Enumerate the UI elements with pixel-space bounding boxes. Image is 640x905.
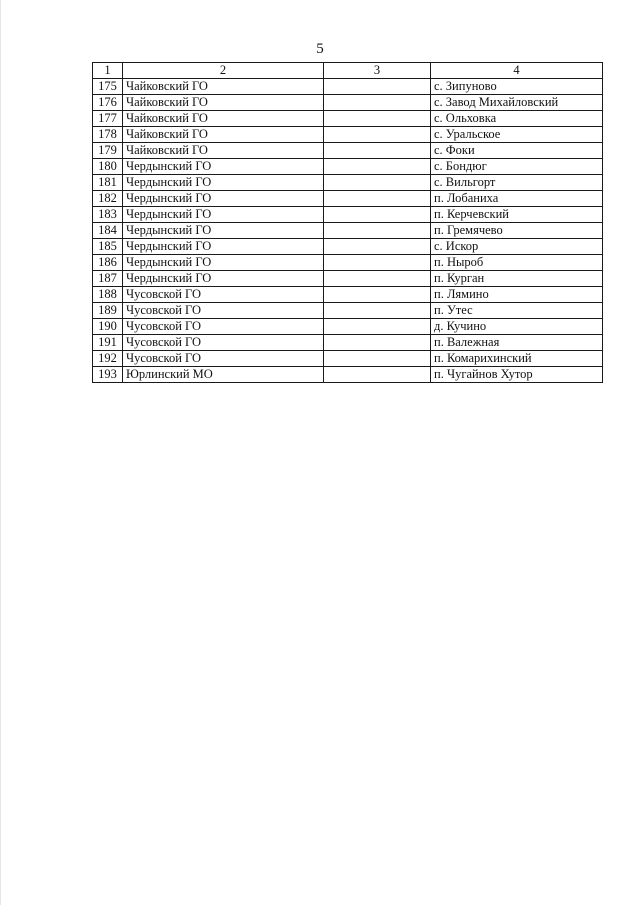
table-row bbox=[93, 239, 603, 255]
table-row bbox=[93, 271, 603, 287]
row-number-cell: 181 bbox=[93, 175, 123, 191]
settlement-cell: п. Ныроб bbox=[431, 255, 603, 271]
district-cell: Чусовской ГО bbox=[123, 287, 324, 303]
row-number-cell: 192 bbox=[93, 351, 123, 367]
district-cell: Чердынский ГО bbox=[123, 239, 324, 255]
table-row bbox=[93, 127, 603, 143]
district-cell: Чердынский ГО bbox=[123, 271, 324, 287]
row-number-cell: 178 bbox=[93, 127, 123, 143]
settlement-cell: п. Валежная bbox=[431, 335, 603, 351]
settlement-cell: п. Чугайнов Хутор bbox=[431, 367, 603, 383]
page-number: 5 bbox=[316, 41, 324, 57]
column-header-4: 4 bbox=[431, 63, 603, 79]
settlement-cell: с. Уральское bbox=[431, 127, 603, 143]
column-header-2: 2 bbox=[123, 63, 324, 79]
row-number-cell: 189 bbox=[93, 303, 123, 319]
column-3-cell bbox=[324, 319, 431, 335]
row-number-cell: 191 bbox=[93, 335, 123, 351]
row-number-cell: 186 bbox=[93, 255, 123, 271]
settlement-cell: п. Курган bbox=[431, 271, 603, 287]
column-3-cell bbox=[324, 255, 431, 271]
district-cell: Чердынский ГО bbox=[123, 191, 324, 207]
settlement-cell: п. Лобаниха bbox=[431, 191, 603, 207]
table-row bbox=[93, 159, 603, 175]
table-header-row bbox=[93, 63, 603, 79]
column-3-cell bbox=[324, 143, 431, 159]
district-cell: Чусовской ГО bbox=[123, 335, 324, 351]
table-row bbox=[93, 319, 603, 335]
row-number-cell: 176 bbox=[93, 95, 123, 111]
row-number-cell: 177 bbox=[93, 111, 123, 127]
settlement-cell: с. Искор bbox=[431, 239, 603, 255]
district-cell: Чердынский ГО bbox=[123, 159, 324, 175]
table-row bbox=[93, 79, 603, 95]
settlement-cell: д. Кучино bbox=[431, 319, 603, 335]
settlement-cell: с. Бондюг bbox=[431, 159, 603, 175]
settlement-cell: п. Утес bbox=[431, 303, 603, 319]
district-cell: Чердынский ГО bbox=[123, 255, 324, 271]
district-cell: Чусовской ГО bbox=[123, 351, 324, 367]
settlement-cell: с. Зипуново bbox=[431, 79, 603, 95]
settlement-cell: с. Завод Михайловский bbox=[431, 95, 603, 111]
column-3-cell bbox=[324, 239, 431, 255]
column-3-cell bbox=[324, 175, 431, 191]
column-3-cell bbox=[324, 191, 431, 207]
table-row bbox=[93, 335, 603, 351]
column-3-cell bbox=[324, 159, 431, 175]
table-row bbox=[93, 223, 603, 239]
column-3-cell bbox=[324, 367, 431, 383]
scan-edge-line bbox=[0, 0, 1, 905]
column-3-cell bbox=[324, 127, 431, 143]
row-number-cell: 183 bbox=[93, 207, 123, 223]
column-header-3: 3 bbox=[324, 63, 431, 79]
table-body bbox=[93, 79, 603, 383]
settlement-cell: п. Комарихинский bbox=[431, 351, 603, 367]
row-number-cell: 182 bbox=[93, 191, 123, 207]
district-cell: Чайковский ГО bbox=[123, 79, 324, 95]
district-cell: Юрлинский МО bbox=[123, 367, 324, 383]
row-number-cell: 187 bbox=[93, 271, 123, 287]
row-number-cell: 188 bbox=[93, 287, 123, 303]
table-row bbox=[93, 143, 603, 159]
column-3-cell bbox=[324, 111, 431, 127]
row-number-cell: 184 bbox=[93, 223, 123, 239]
column-3-cell bbox=[324, 351, 431, 367]
table-row bbox=[93, 111, 603, 127]
row-number-cell: 185 bbox=[93, 239, 123, 255]
column-3-cell bbox=[324, 335, 431, 351]
district-cell: Чайковский ГО bbox=[123, 95, 324, 111]
column-3-cell bbox=[324, 271, 431, 287]
settlement-cell: п. Керчевский bbox=[431, 207, 603, 223]
district-cell: Чердынский ГО bbox=[123, 175, 324, 191]
row-number-cell: 175 bbox=[93, 79, 123, 95]
row-number-cell: 193 bbox=[93, 367, 123, 383]
row-number-cell: 190 bbox=[93, 319, 123, 335]
table-row bbox=[93, 175, 603, 191]
district-cell: Чусовской ГО bbox=[123, 303, 324, 319]
district-cell: Чайковский ГО bbox=[123, 111, 324, 127]
column-3-cell bbox=[324, 95, 431, 111]
column-3-cell bbox=[324, 303, 431, 319]
table-row bbox=[93, 303, 603, 319]
table-row bbox=[93, 351, 603, 367]
table-row bbox=[93, 287, 603, 303]
district-cell: Чердынский ГО bbox=[123, 207, 324, 223]
settlement-cell: с. Вильгорт bbox=[431, 175, 603, 191]
settlement-cell: с. Фоки bbox=[431, 143, 603, 159]
table-row bbox=[93, 191, 603, 207]
column-3-cell bbox=[324, 207, 431, 223]
settlement-cell: п. Гремячево bbox=[431, 223, 603, 239]
settlement-cell: с. Ольховка bbox=[431, 111, 603, 127]
table-row bbox=[93, 95, 603, 111]
table-row bbox=[93, 367, 603, 383]
column-3-cell bbox=[324, 223, 431, 239]
table-row bbox=[93, 255, 603, 271]
settlements-table bbox=[92, 62, 603, 383]
district-cell: Чусовской ГО bbox=[123, 319, 324, 335]
table-row bbox=[93, 207, 603, 223]
district-cell: Чайковский ГО bbox=[123, 143, 324, 159]
row-number-cell: 180 bbox=[93, 159, 123, 175]
row-number-cell: 179 bbox=[93, 143, 123, 159]
district-cell: Чайковский ГО bbox=[123, 127, 324, 143]
column-3-cell bbox=[324, 79, 431, 95]
column-3-cell bbox=[324, 287, 431, 303]
column-header-1: 1 bbox=[93, 63, 123, 79]
settlement-cell: п. Лямино bbox=[431, 287, 603, 303]
district-cell: Чердынский ГО bbox=[123, 223, 324, 239]
